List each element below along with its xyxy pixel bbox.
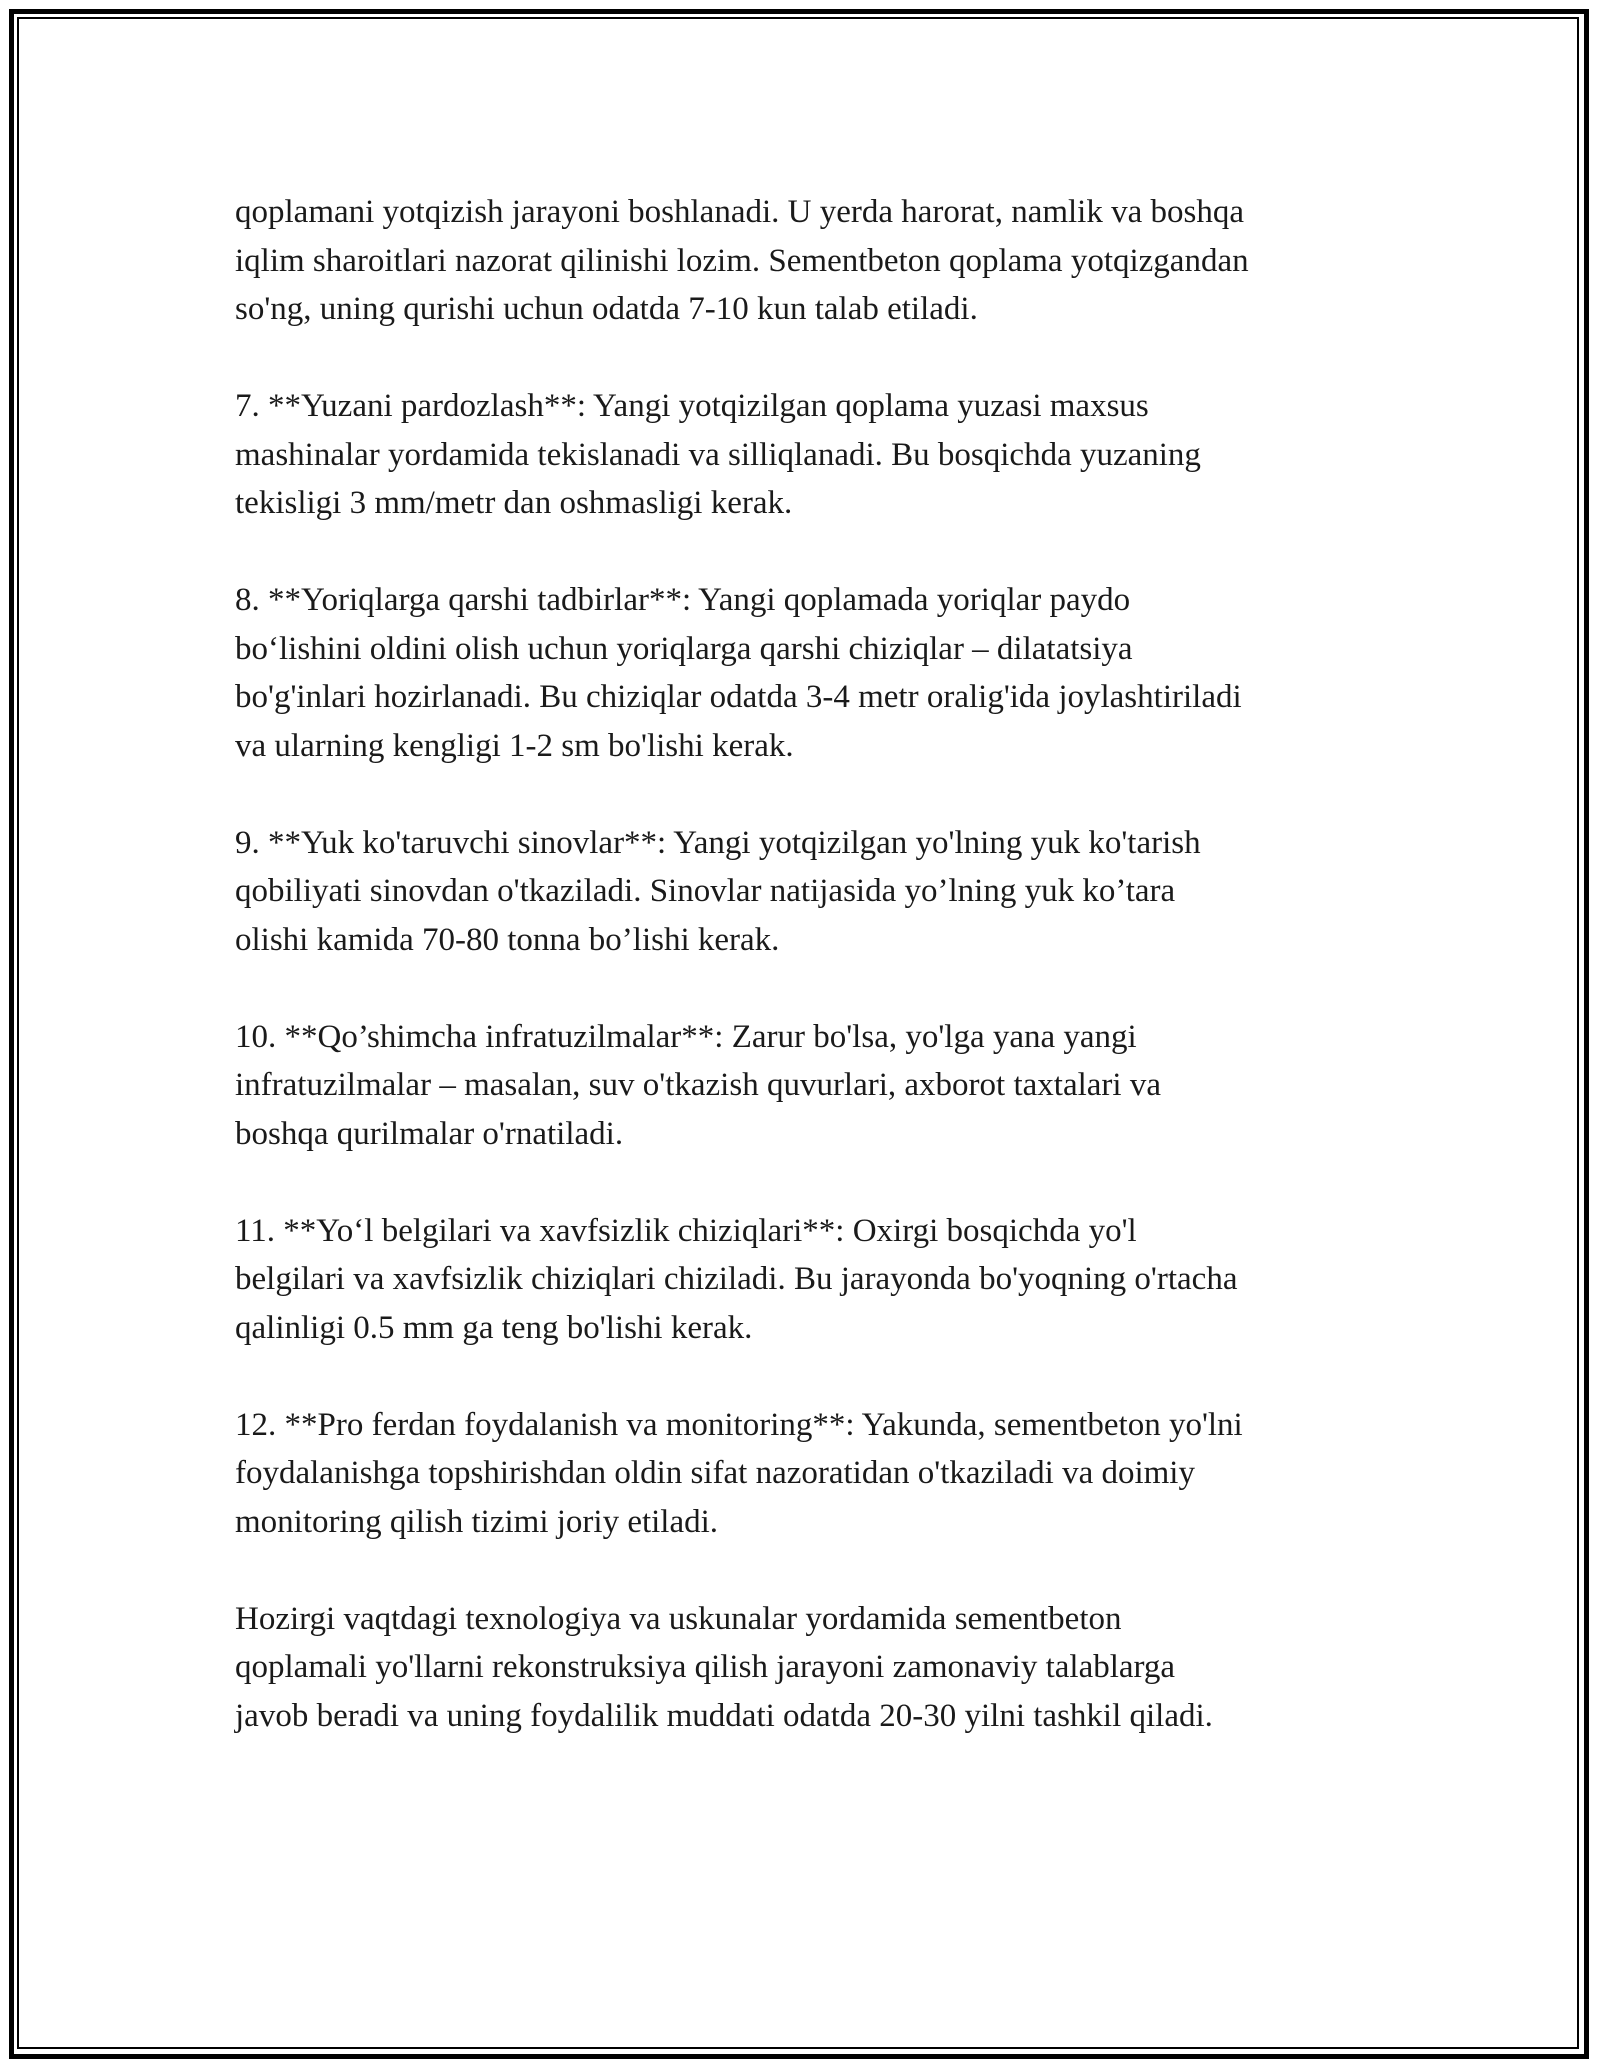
text-line: 10. **Qo’shimcha infratuzilmalar**: Zarur bo'lsa, yo'lga yana yangi [235,1018,1137,1055]
text-line: belgilari va xavfsizlik chiziqlari chiziladi. Bu jarayonda bo'yoqning o'rtacha [235,1261,1238,1297]
paragraph-step-8 [235,576,1385,770]
paragraph-step-7 [235,382,1385,528]
text-line: 9. **Yuk ko'taruvchi sinovlar**: Yangi yotqizilgan yo'lning yuk ko'tarish [235,824,1201,861]
text-line: 11. **Yo‘l belgilari va xavfsizlik chiziqlari**: Oxirgi bosqichda yo'l [235,1212,1137,1249]
text-line: va ularning kengligi 1-2 sm bo'lishi kerak. [235,727,794,764]
text-line: bo'g'inlari hozirlanadi. Bu chiziqlar odatda 3-4 metr oralig'ida joylashtiriladi [235,679,1242,715]
text-line: 12. **Pro ferdan foydalanish va monitoring**: Yakunda, sementbeton yo'lni [235,1406,1243,1443]
text-line: mashinalar yordamida tekislanadi va silliqlanadi. Bu bosqichda yuzaning [235,436,1201,473]
text-line: boshqa qurilmalar o'rnatiladi. [235,1115,624,1152]
paragraph-intro [235,188,1385,334]
paragraph-conclusion [235,1595,1385,1741]
text-line: tekisligi 3 mm/metr dan oshmasligi kerak. [235,485,793,521]
text-line: qobiliyati sinovdan o'tkaziladi. Sinovlar natijasida yo’lning yuk ko’tara [235,873,1176,909]
text-line: qoplamani yotqizish jarayoni boshlanadi. U yerda harorat, namlik va boshqa [235,194,1244,230]
paragraph-step-10 [235,1013,1385,1159]
paragraph-step-9 [235,819,1385,965]
text-line: olishi kamida 70-80 tonna bo’lishi kerak. [235,921,780,958]
text-line: qalinligi 0.5 mm ga teng bo'lishi kerak. [235,1309,753,1346]
text-line: bo‘lishini oldini olish uchun yoriqlarga qarshi chiziqlar – dilatatsiya [235,630,1133,667]
text-line: qoplamali yo'llarni rekonstruksiya qilish jarayoni zamonaviy talablarga [235,1649,1176,1685]
text-line: Hozirgi vaqtdagi texnologiya va uskunalar yordamida sementbeton [235,1600,1122,1637]
paragraph-step-11 [235,1207,1385,1353]
text-line: 8. **Yoriqlarga qarshi tadbirlar**: Yangi qoplamada yoriqlar paydo [235,582,1131,618]
paragraph-step-12 [235,1401,1385,1547]
text-line: so'ng, uning qurishi uchun odatda 7-10 kun talab etiladi. [235,291,978,327]
document-body [235,188,1385,1789]
text-line: iqlim sharoitlari nazorat qilinishi lozim. Sementbeton qoplama yotqizgandan [235,242,1249,279]
text-line: 7. **Yuzani pardozlash**: Yangi yotqizilgan qoplama yuzasi maxsus [235,388,1149,424]
text-line: monitoring qilish tizimi joriy etiladi. [235,1503,719,1540]
text-line: javob beradi va uning foydalilik muddati odatda 20-30 yilni tashkil qiladi. [235,1697,1213,1734]
text-line: foydalanishga topshirishdan oldin sifat nazoratidan o'tkaziladi va doimiy [235,1455,1195,1491]
text-line: infratuzilmalar – masalan, suv o'tkazish quvurlari, axborot taxtalari va [235,1067,1161,1103]
